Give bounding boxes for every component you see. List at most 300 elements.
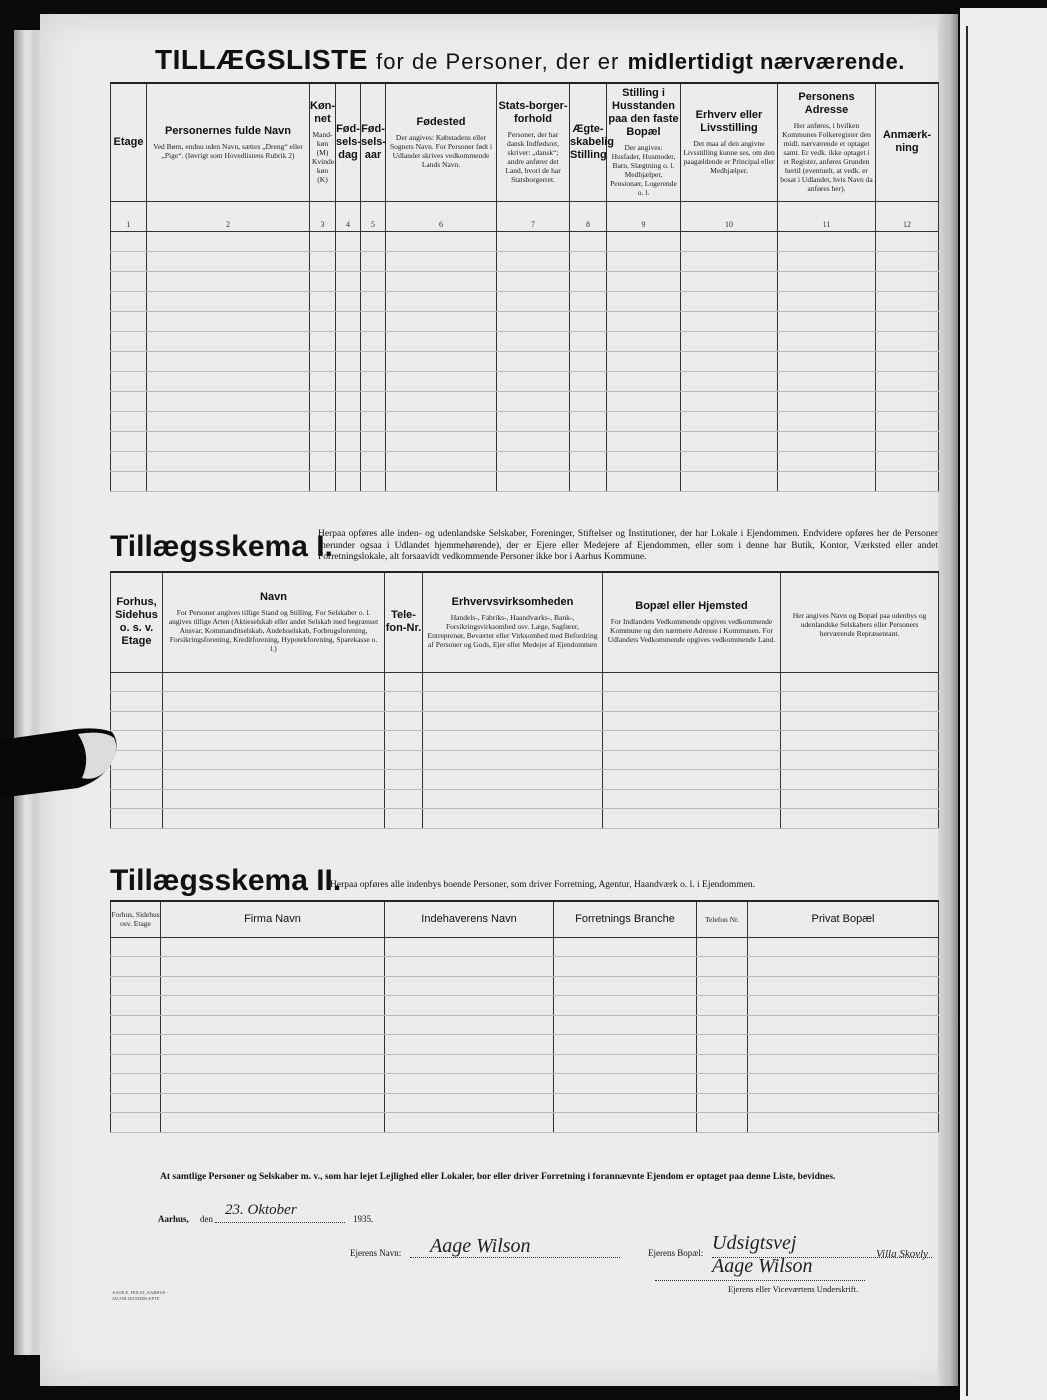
skema1-cell[interactable] [781,692,939,712]
skema1-cell[interactable] [163,711,385,731]
skema2-cell[interactable] [111,957,161,977]
skema2-cell[interactable] [385,937,554,957]
list-cell[interactable] [336,471,361,491]
list-cell[interactable] [778,291,876,311]
skema1-cell[interactable] [111,692,163,712]
skema2-cell[interactable] [554,1015,697,1035]
list-cell[interactable] [497,451,570,471]
skema2-cell[interactable] [748,1113,939,1133]
list-cell[interactable] [336,451,361,471]
list-cell[interactable] [386,471,497,491]
list-cell[interactable] [876,231,939,251]
list-cell[interactable] [361,451,386,471]
skema2-cell[interactable] [161,1035,385,1055]
skema2-col-header-5 [697,901,748,937]
list-cell[interactable] [336,411,361,431]
list-cell[interactable] [336,431,361,451]
list-cell[interactable] [310,271,336,291]
list-cell[interactable] [876,371,939,391]
skema1-cell[interactable] [781,731,939,751]
list-cell[interactable] [336,291,361,311]
skema2-cell[interactable] [111,976,161,996]
list-cell[interactable] [336,251,361,271]
skema2-cell[interactable] [697,1113,748,1133]
list-col-number: 12 [876,201,939,231]
list-cell[interactable] [570,291,607,311]
skema2-cell[interactable] [385,996,554,1016]
list-cell[interactable] [361,391,386,411]
underskrift-signature: Aage Wilson [712,1255,813,1277]
list-cell[interactable] [147,331,310,351]
skema1-cell[interactable] [781,711,939,731]
list-cell[interactable] [570,391,607,411]
list-cell[interactable] [361,431,386,451]
list-cell[interactable] [147,291,310,311]
list-cell[interactable] [147,391,310,411]
list-cell[interactable] [681,451,778,471]
list-cell[interactable] [386,331,497,351]
skema1-cell[interactable] [385,672,423,692]
skema2-row [111,1074,939,1094]
skema2-cell[interactable] [161,996,385,1016]
skema2-cell[interactable] [161,1015,385,1035]
skema1-cell[interactable] [111,750,163,770]
list-cell[interactable] [497,431,570,451]
skema2-cell[interactable] [554,937,697,957]
list-cell[interactable] [111,271,147,291]
skema2-cell[interactable] [748,957,939,977]
skema1-intro: Herpaa opføres alle inden- og udenlandske Selskaber, Foreninger, Stiftelser og Institutioner, der har Lokale i Ejendommen. Endvidere opføres her de Personer (herunder ogsaa i Udlandet hjemmehørende), der er Ejere eller Medejere af Ejendommen, eller som i denne har Butik, Kontor, Værksted eller andet Forretningslokale, alt forsaavidt vedkommende Personer ikke bor i Aarhus Kommune. [318,529,938,562]
list-cell[interactable] [497,351,570,371]
skema2-cell[interactable] [697,957,748,977]
skema1-cell[interactable] [423,770,603,790]
list-cell[interactable] [570,231,607,251]
skema2-col-title: Indehaverens Navn [421,912,517,925]
skema2-cell[interactable] [111,1093,161,1113]
list-cell[interactable] [778,311,876,331]
list-cell[interactable] [607,451,681,471]
skema1-cell[interactable] [163,731,385,751]
list-cell[interactable] [111,471,147,491]
list-cell[interactable] [778,251,876,271]
list-cell[interactable] [361,251,386,271]
list-cell[interactable] [336,311,361,331]
list-cell[interactable] [336,231,361,251]
list-cell[interactable] [147,471,310,491]
list-cell[interactable] [681,351,778,371]
list-cell[interactable] [147,411,310,431]
list-cell[interactable] [570,471,607,491]
list-cell[interactable] [876,271,939,291]
list-col-number: 8 [570,201,607,231]
skema1-cell[interactable] [423,672,603,692]
skema2-cell[interactable] [697,976,748,996]
list-cell[interactable] [497,311,570,331]
list-cell[interactable] [497,371,570,391]
list-cell[interactable] [361,471,386,491]
list-cell[interactable] [497,411,570,431]
list-cell[interactable] [570,251,607,271]
skema2-cell[interactable] [385,1093,554,1113]
skema1-cell[interactable] [781,789,939,809]
skema2-cell[interactable] [697,1054,748,1074]
list-cell[interactable] [386,431,497,451]
skema2-cell[interactable] [697,1074,748,1094]
owner-addr-label: Ejerens Bopæl: [648,1248,704,1258]
list-cell[interactable] [111,411,147,431]
skema2-cell[interactable] [748,976,939,996]
skema1-cell[interactable] [385,789,423,809]
list-cell[interactable] [111,251,147,271]
skema2-title: Tillægsskema II. [110,864,342,897]
skema1-col-header-6 [781,572,939,672]
list-cell[interactable] [310,351,336,371]
list-cell[interactable] [111,391,147,411]
skema1-cell[interactable] [423,692,603,712]
list-cell[interactable] [607,291,681,311]
skema2-cell[interactable] [697,937,748,957]
skema2-cell[interactable] [554,996,697,1016]
skema2-cell[interactable] [111,1113,161,1133]
list-cell[interactable] [310,331,336,351]
skema1-cell[interactable] [385,711,423,731]
skema1-cell[interactable] [603,789,781,809]
skema2-cell[interactable] [385,1035,554,1055]
list-cell[interactable] [876,311,939,331]
list-cell[interactable] [497,271,570,291]
list-cell[interactable] [778,391,876,411]
list-col-number: 3 [310,201,336,231]
list-col-header-7 [497,83,570,201]
list-cell[interactable] [111,351,147,371]
skema1-cell[interactable] [781,770,939,790]
list-row [111,451,939,471]
list-cell[interactable] [778,471,876,491]
list-cell[interactable] [876,291,939,311]
list-col-title: Stilling i Husstanden paa den faste Bopæl [608,87,679,139]
list-cell[interactable] [681,331,778,351]
skema2-cell[interactable] [385,976,554,996]
list-cell[interactable] [570,351,607,371]
skema1-cell[interactable] [423,809,603,829]
list-cell[interactable] [361,311,386,331]
list-cell[interactable] [386,291,497,311]
skema1-cell[interactable] [385,809,423,829]
skema1-cell[interactable] [603,672,781,692]
skema1-cell[interactable] [163,672,385,692]
list-col-header-11 [778,83,876,201]
skema1-cell[interactable] [603,692,781,712]
skema2-cell[interactable] [554,976,697,996]
list-cell[interactable] [386,231,497,251]
list-cell[interactable] [361,351,386,371]
list-cell[interactable] [386,271,497,291]
list-cell[interactable] [147,271,310,291]
list-cell[interactable] [607,331,681,351]
skema2-cell[interactable] [161,937,385,957]
list-cell[interactable] [570,431,607,451]
skema2-cell[interactable] [554,1035,697,1055]
list-cell[interactable] [778,411,876,431]
skema2-cell[interactable] [748,1093,939,1113]
list-cell[interactable] [361,291,386,311]
skema2-cell[interactable] [748,1074,939,1094]
list-cell[interactable] [607,251,681,271]
skema1-cell[interactable] [385,770,423,790]
skema1-cell[interactable] [603,750,781,770]
list-col-header-9 [607,83,681,201]
list-cell[interactable] [147,231,310,251]
list-col-header-12 [876,83,939,201]
list-cell[interactable] [310,411,336,431]
skema1-cell[interactable] [781,809,939,829]
list-cell[interactable] [570,311,607,331]
list-cell[interactable] [570,331,607,351]
list-cell[interactable] [497,331,570,351]
skema2-cell[interactable] [385,1054,554,1074]
list-cell[interactable] [607,371,681,391]
list-cell[interactable] [681,431,778,451]
skema1-cell[interactable] [111,672,163,692]
list-cell[interactable] [310,391,336,411]
skema1-cell[interactable] [163,789,385,809]
skema1-cell[interactable] [163,809,385,829]
list-cell[interactable] [111,431,147,451]
list-cell[interactable] [310,311,336,331]
list-cell[interactable] [497,231,570,251]
skema2-cell[interactable] [111,1015,161,1035]
list-cell[interactable] [681,391,778,411]
skema2-cell[interactable] [697,996,748,1016]
list-cell[interactable] [147,451,310,471]
skema2-cell[interactable] [385,957,554,977]
skema2-cell[interactable] [161,1074,385,1094]
list-cell[interactable] [111,371,147,391]
list-cell[interactable] [147,431,310,451]
list-cell[interactable] [310,471,336,491]
list-cell[interactable] [681,251,778,271]
skema1-cell[interactable] [385,731,423,751]
skema2-cell[interactable] [111,1035,161,1055]
list-cell[interactable] [386,371,497,391]
skema2-cell[interactable] [111,1054,161,1074]
list-cell[interactable] [361,331,386,351]
list-cell[interactable] [607,351,681,371]
list-cell[interactable] [361,411,386,431]
list-cell[interactable] [386,391,497,411]
list-cell[interactable] [876,451,939,471]
list-cell[interactable] [607,271,681,291]
list-cell[interactable] [570,371,607,391]
list-cell[interactable] [336,271,361,291]
skema2-cell[interactable] [111,1074,161,1094]
list-col-header-3 [310,83,336,201]
list-cell[interactable] [147,371,310,391]
skema1-cell[interactable] [111,731,163,751]
list-cell[interactable] [876,431,939,451]
list-col-note: Personer, der har dansk Indfødsret, skriver: „dansk“; andre anfører det Land, hvori de har Statsborgerret. [505,130,561,185]
list-col-title: Ægte-skabelig Stilling [570,122,615,161]
list-cell[interactable] [778,271,876,291]
list-cell[interactable] [497,471,570,491]
skema1-cell[interactable] [111,809,163,829]
list-cell[interactable] [681,311,778,331]
skema2-cell[interactable] [385,1113,554,1133]
list-cell[interactable] [607,471,681,491]
skema2-cell[interactable] [748,1015,939,1035]
skema2-cell[interactable] [748,1035,939,1055]
skema2-cell[interactable] [697,1015,748,1035]
skema1-cell[interactable] [163,692,385,712]
list-cell[interactable] [386,451,497,471]
list-cell[interactable] [876,471,939,491]
skema2-cell[interactable] [554,1093,697,1113]
list-cell[interactable] [386,411,497,431]
skema1-cell[interactable] [603,770,781,790]
list-cell[interactable] [111,291,147,311]
list-cell[interactable] [607,311,681,331]
list-cell[interactable] [147,311,310,331]
list-cell[interactable] [681,411,778,431]
list-cell[interactable] [310,231,336,251]
list-cell[interactable] [570,271,607,291]
skema2-col-header-6 [748,901,939,937]
list-cell[interactable] [607,431,681,451]
list-cell[interactable] [386,251,497,271]
skema1-cell[interactable] [781,672,939,692]
list-row [111,431,939,451]
list-cell[interactable] [147,251,310,271]
skema2-cell[interactable] [748,937,939,957]
list-cell[interactable] [111,231,147,251]
list-cell[interactable] [336,351,361,371]
skema2-table [110,900,939,1133]
list-cell[interactable] [570,451,607,471]
list-cell[interactable] [361,231,386,251]
skema2-cell[interactable] [748,996,939,1016]
skema2-cell[interactable] [748,1054,939,1074]
list-cell[interactable] [876,391,939,411]
skema1-col-header-2 [163,572,385,672]
list-cell[interactable] [607,231,681,251]
skema1-cell[interactable] [111,770,163,790]
skema1-cell[interactable] [423,731,603,751]
list-cell[interactable] [570,411,607,431]
underskrift-label: Ejerens eller Viceværtens Underskrift. [728,1284,859,1294]
skema2-cell[interactable] [111,996,161,1016]
skema1-cell[interactable] [385,750,423,770]
skema1-cell[interactable] [603,809,781,829]
skema2-cell[interactable] [554,1074,697,1094]
list-cell[interactable] [497,291,570,311]
list-cell[interactable] [778,451,876,471]
list-cell[interactable] [386,311,497,331]
list-cell[interactable] [607,411,681,431]
list-cell[interactable] [681,291,778,311]
list-cell[interactable] [681,471,778,491]
list-cell[interactable] [497,391,570,411]
list-row [111,411,939,431]
printer-imprint: AAGE E. HOLST, AARHUS · JACOB ZEUNERS EFTF. [112,1290,168,1301]
list-cell[interactable] [778,351,876,371]
list-col-title: Stats-borger-forhold [498,100,568,126]
list-cell[interactable] [876,331,939,351]
list-cell[interactable] [778,371,876,391]
list-cell[interactable] [310,451,336,471]
list-cell[interactable] [778,231,876,251]
list-col-header-4 [336,83,361,201]
skema2-cell[interactable] [554,1113,697,1133]
list-cell[interactable] [876,411,939,431]
skema1-col-note: Her angives Navn og Bopæl paa udenbys og udenlandske Selskabers eller Personers herværende Repræsentant. [792,610,927,638]
skema2-cell[interactable] [161,1113,385,1133]
footer-year: 1935. [353,1214,374,1224]
skema1-cell[interactable] [781,750,939,770]
skema2-cell[interactable] [111,937,161,957]
list-cell[interactable] [361,371,386,391]
skema1-cell[interactable] [423,750,603,770]
skema2-col-title: Forretnings Branche [575,912,675,925]
skema1-cell[interactable] [111,711,163,731]
list-cell[interactable] [336,371,361,391]
list-cell[interactable] [310,291,336,311]
list-cell[interactable] [111,311,147,331]
skema2-cell[interactable] [161,957,385,977]
skema1-cell[interactable] [163,750,385,770]
skema2-cell[interactable] [161,976,385,996]
skema2-cell[interactable] [554,1054,697,1074]
list-cell[interactable] [681,231,778,251]
list-cell[interactable] [310,251,336,271]
list-cell[interactable] [681,371,778,391]
skema2-cell[interactable] [697,1093,748,1113]
skema1-cell[interactable] [423,711,603,731]
list-cell[interactable] [111,451,147,471]
list-cell[interactable] [336,391,361,411]
list-cell[interactable] [876,351,939,371]
list-cell[interactable] [147,351,310,371]
skema2-cell[interactable] [161,1093,385,1113]
list-cell[interactable] [681,271,778,291]
list-cell[interactable] [336,331,361,351]
list-cell[interactable] [607,391,681,411]
skema1-row [111,711,939,731]
list-cell[interactable] [876,251,939,271]
skema2-cell[interactable] [554,957,697,977]
skema1-cell[interactable] [603,711,781,731]
skema1-cell[interactable] [385,692,423,712]
skema1-cell[interactable] [603,731,781,751]
skema1-title: Tillægsskema I. [110,530,333,563]
skema2-cell[interactable] [385,1074,554,1094]
list-cell[interactable] [361,271,386,291]
list-cell[interactable] [111,331,147,351]
list-cell[interactable] [497,251,570,271]
skema2-cell[interactable] [385,1015,554,1035]
skema1-cell[interactable] [423,789,603,809]
list-cell[interactable] [310,431,336,451]
list-cell[interactable] [310,371,336,391]
list-cell[interactable] [778,431,876,451]
skema2-cell[interactable] [161,1054,385,1074]
skema1-col-header-4 [423,572,603,672]
skema1-cell[interactable] [111,789,163,809]
skema2-intro: Herpaa opføres alle indenbys boende Personer, som driver Forretning, Agentur, Haandværk o. l. i Ejendommen. [330,880,756,890]
list-cell[interactable] [386,351,497,371]
skema1-cell[interactable] [163,770,385,790]
skema2-cell[interactable] [697,1035,748,1055]
list-cell[interactable] [778,331,876,351]
